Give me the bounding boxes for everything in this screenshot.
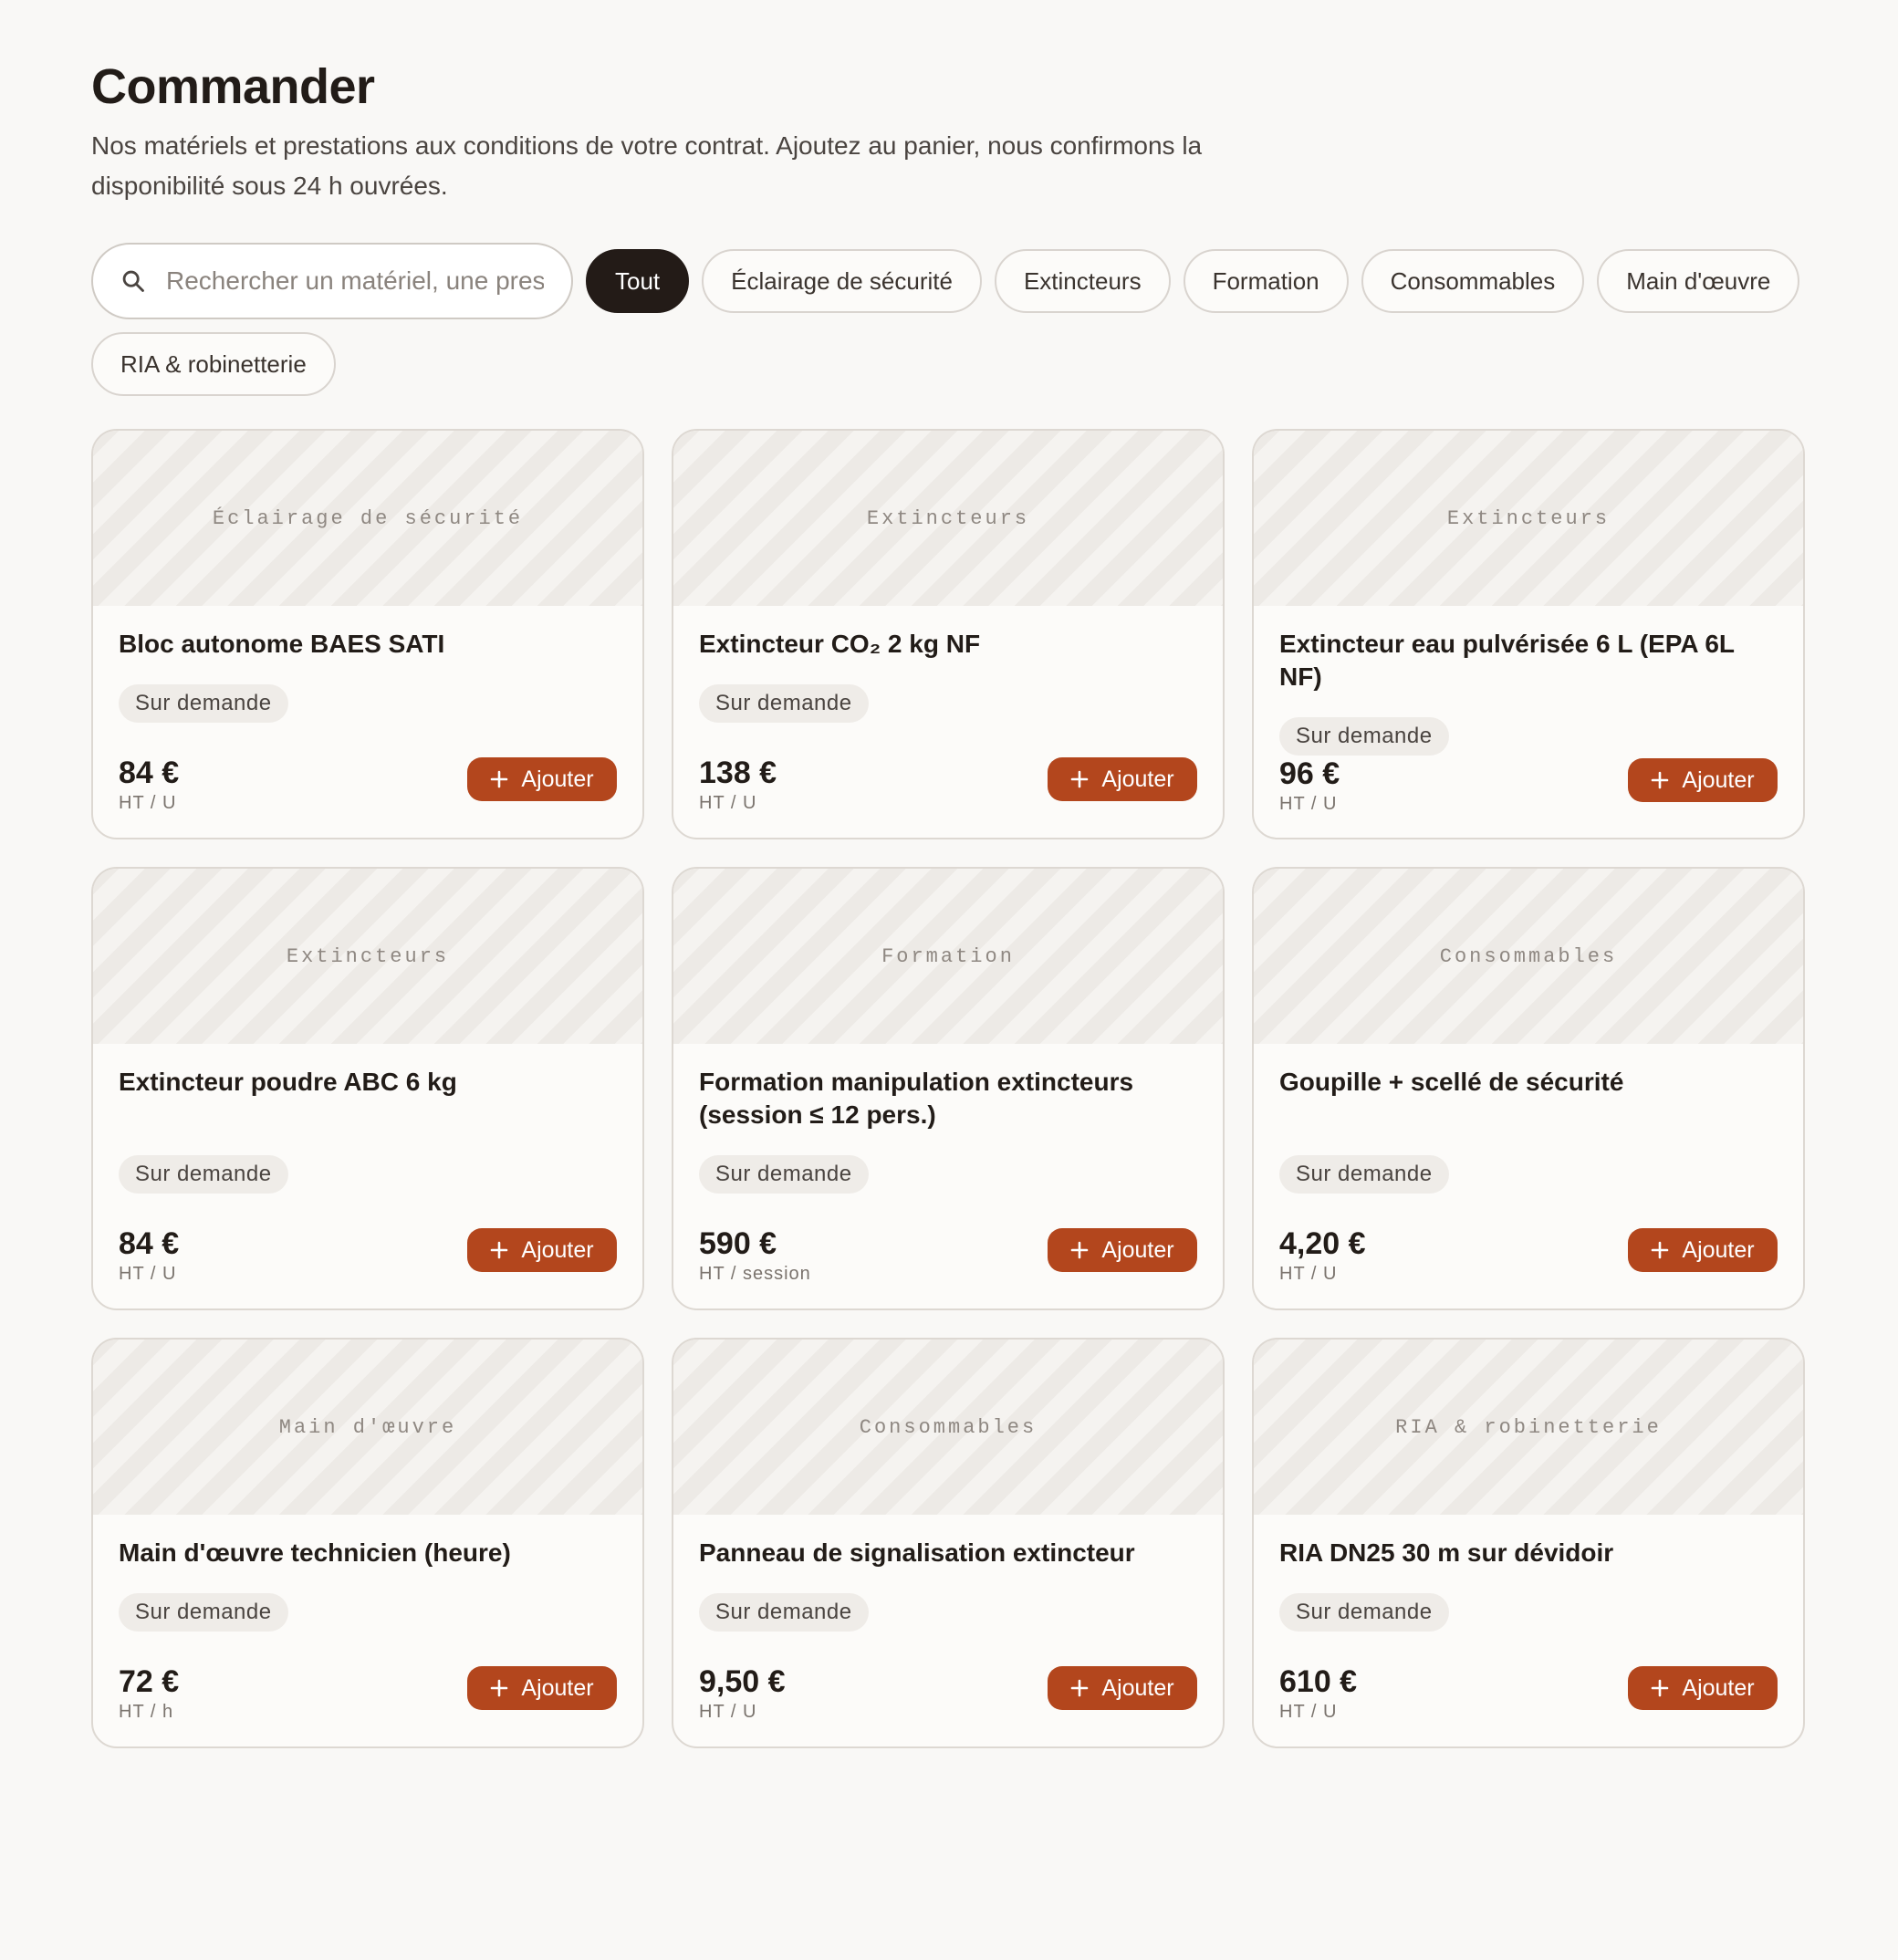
product-price: 610 € — [1279, 1664, 1358, 1699]
availability-badge: Sur demande — [699, 1155, 869, 1194]
filter-bar — [91, 243, 1807, 396]
product-thumbnail: Consommables — [1254, 869, 1803, 1044]
product-price: 590 € — [699, 1226, 777, 1261]
product-thumbnail: Main d'œuvre — [93, 1340, 642, 1515]
filter-chip-tout[interactable]: Tout — [586, 249, 689, 313]
add-button-label: Ajouter — [1682, 766, 1755, 793]
add-button-label: Ajouter — [1101, 766, 1174, 792]
filter-chip-main-oeuvre[interactable]: Main d'œuvre — [1597, 249, 1799, 313]
page-title: Commander — [91, 59, 375, 114]
add-to-cart-button[interactable] — [1048, 1228, 1197, 1272]
add-to-cart-button[interactable] — [467, 1228, 617, 1272]
plus-icon — [1651, 1241, 1669, 1259]
filter-chip-consommables[interactable]: Consommables — [1361, 249, 1585, 313]
product-card — [91, 429, 644, 839]
add-button-label: Ajouter — [1682, 1674, 1755, 1701]
add-to-cart-button[interactable] — [1628, 758, 1778, 802]
product-card — [1252, 867, 1805, 1310]
add-to-cart-button[interactable] — [1048, 1666, 1197, 1710]
price-unit: HT / U — [1279, 1702, 1338, 1722]
add-to-cart-button[interactable] — [1628, 1666, 1778, 1710]
availability-badge: Sur demande — [699, 684, 869, 723]
availability-badge: Sur demande — [1279, 1593, 1449, 1632]
price-unit: HT / U — [119, 793, 177, 813]
product-card — [1252, 1338, 1805, 1748]
plus-icon — [1070, 770, 1089, 788]
product-price: 9,50 € — [699, 1664, 786, 1699]
filter-chip-formation[interactable]: Formation — [1184, 249, 1349, 313]
plus-icon — [1651, 1679, 1669, 1697]
plus-icon — [1070, 1679, 1089, 1697]
filter-chip-extincteurs[interactable]: Extincteurs — [995, 249, 1171, 313]
price-unit: HT / session — [699, 1264, 811, 1284]
product-price: 84 € — [119, 1226, 180, 1261]
product-card — [1252, 429, 1805, 839]
product-name: Goupille + scellé de sécurité — [1279, 1068, 1624, 1096]
product-price: 4,20 € — [1279, 1226, 1366, 1261]
product-name: Extincteur CO₂ 2 kg NF — [699, 630, 981, 658]
add-button-label: Ajouter — [521, 1674, 594, 1701]
product-thumbnail: Formation — [673, 869, 1223, 1044]
price-unit: HT / U — [1279, 794, 1338, 814]
product-name: Bloc autonome BAES SATI — [119, 630, 445, 658]
availability-badge: Sur demande — [119, 1155, 288, 1194]
plus-icon — [1070, 1241, 1089, 1259]
search-box[interactable] — [91, 243, 573, 319]
product-name: Extincteur eau pulvérisée 6 L (EPA 6L NF) — [1279, 630, 1735, 691]
page-subtitle: Nos matériels et prestations aux conditions de votre contrat. Ajoutez au panier, nous confirmons la disponibilité sous 24 h ouvrées. — [91, 131, 1203, 200]
product-grid — [91, 429, 1807, 1748]
product-price: 138 € — [699, 756, 777, 790]
add-to-cart-button[interactable] — [1048, 757, 1197, 801]
product-thumbnail: Éclairage de sécurité — [93, 431, 642, 606]
add-button-label: Ajouter — [521, 1236, 594, 1263]
availability-badge: Sur demande — [699, 1593, 869, 1632]
price-unit: HT / U — [1279, 1264, 1338, 1284]
search-input[interactable] — [166, 266, 544, 296]
product-price: 72 € — [119, 1664, 180, 1699]
add-to-cart-button[interactable] — [467, 757, 617, 801]
add-to-cart-button[interactable] — [467, 1666, 617, 1710]
price-unit: HT / U — [699, 793, 757, 813]
product-card — [672, 1338, 1225, 1748]
plus-icon — [490, 770, 508, 788]
product-thumbnail: RIA & robinetterie — [1254, 1340, 1803, 1515]
order-page — [91, 55, 1807, 1748]
product-name: Main d'œuvre technicien (heure) — [119, 1538, 511, 1567]
product-name: Formation manipulation extincteurs (session ≤ 12 pers.) — [699, 1068, 1134, 1129]
product-card — [91, 867, 644, 1310]
product-name: Extincteur poudre ABC 6 kg — [119, 1068, 457, 1096]
add-button-label: Ajouter — [521, 766, 594, 792]
price-unit: HT / h — [119, 1702, 174, 1722]
product-name: RIA DN25 30 m sur dévidoir — [1279, 1538, 1614, 1567]
filter-chip-eclairage[interactable]: Éclairage de sécurité — [702, 249, 982, 313]
availability-badge: Sur demande — [1279, 717, 1449, 756]
product-card — [672, 429, 1225, 839]
product-price: 84 € — [119, 756, 180, 790]
plus-icon — [490, 1679, 508, 1697]
filter-chip-ria[interactable]: RIA & robinetterie — [91, 332, 336, 396]
search-icon — [120, 268, 146, 294]
add-button-label: Ajouter — [1101, 1674, 1174, 1701]
plus-icon — [490, 1241, 508, 1259]
product-card — [91, 1338, 644, 1748]
plus-icon — [1651, 771, 1669, 789]
product-thumbnail: Consommables — [673, 1340, 1223, 1515]
add-button-label: Ajouter — [1101, 1236, 1174, 1263]
product-card — [672, 867, 1225, 1310]
availability-badge: Sur demande — [119, 684, 288, 723]
price-unit: HT / U — [699, 1702, 757, 1722]
availability-badge: Sur demande — [1279, 1155, 1449, 1194]
price-unit: HT / U — [119, 1264, 177, 1284]
product-thumbnail: Extincteurs — [93, 869, 642, 1044]
product-price: 96 € — [1279, 756, 1340, 791]
add-to-cart-button[interactable] — [1628, 1228, 1778, 1272]
product-name: Panneau de signalisation extincteur — [699, 1538, 1135, 1567]
product-thumbnail: Extincteurs — [673, 431, 1223, 606]
availability-badge: Sur demande — [119, 1593, 288, 1632]
product-thumbnail: Extincteurs — [1254, 431, 1803, 606]
add-button-label: Ajouter — [1682, 1236, 1755, 1263]
